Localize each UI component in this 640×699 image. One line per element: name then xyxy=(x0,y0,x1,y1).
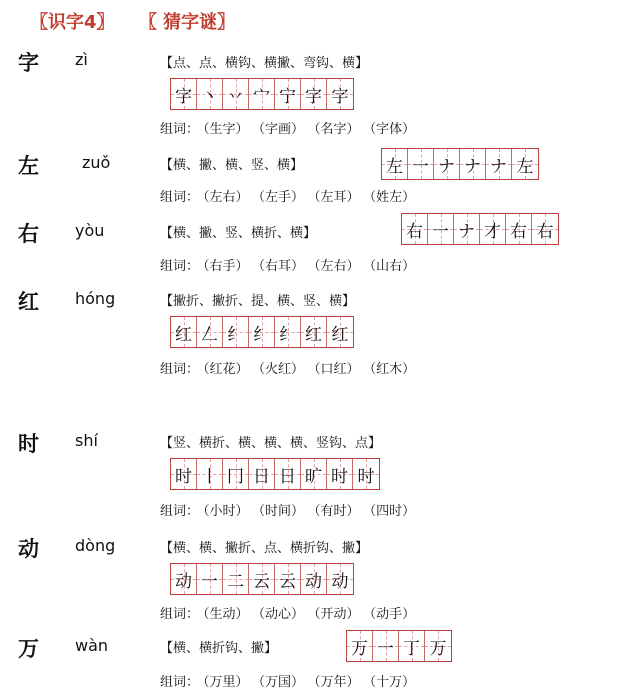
stroke-grid xyxy=(170,78,354,110)
stroke-cell xyxy=(249,79,275,109)
stroke-step: 日 xyxy=(253,466,270,487)
stroke-cell xyxy=(353,459,379,489)
stroke-cell xyxy=(301,317,327,347)
stroke-cell xyxy=(327,564,353,594)
stroke-step: 字 xyxy=(305,86,322,107)
word-item: （生字） xyxy=(203,122,249,137)
word-item: （万里） xyxy=(203,675,249,690)
stroke-grid xyxy=(381,148,539,180)
word-item: （左右） xyxy=(314,259,360,274)
stroke-step: 时 xyxy=(175,466,192,487)
stroke-cell xyxy=(301,564,327,594)
stroke-step: 纟 xyxy=(279,324,296,345)
stroke-step: 丨 xyxy=(201,466,218,487)
stroke-cell xyxy=(249,317,275,347)
stroke-cell xyxy=(327,317,353,347)
stroke-cell xyxy=(532,214,558,244)
stroke-order: 【竖、横折、横、横、横、竖钩、点】 xyxy=(160,436,382,451)
word-item: （开动） xyxy=(314,607,360,622)
pinyin: hóng xyxy=(75,289,116,308)
stroke-cell xyxy=(425,631,451,661)
character-5: 时 xyxy=(18,432,39,456)
stroke-order: 【撇折、撇折、提、横、竖、横】 xyxy=(160,294,356,309)
stroke-step: 云 xyxy=(253,571,270,592)
stroke-step: 旷 xyxy=(305,466,322,487)
stroke-step: 一 xyxy=(432,221,449,242)
pinyin: zì xyxy=(75,50,88,69)
pinyin: yòu xyxy=(75,221,105,240)
stroke-cell xyxy=(460,149,486,179)
stroke-step: 右 xyxy=(406,221,423,242)
pinyin: shí xyxy=(75,431,98,450)
character-3: 右 xyxy=(18,222,39,246)
stroke-cell xyxy=(249,564,275,594)
stroke-cell xyxy=(402,214,428,244)
stroke-step: 一 xyxy=(201,571,218,592)
stroke-step: 红 xyxy=(175,324,192,345)
word-examples xyxy=(160,358,425,377)
stroke-cell xyxy=(512,149,538,179)
stroke-step: 冂 xyxy=(227,466,244,487)
word-item: （红木） xyxy=(369,362,416,377)
stroke-grid xyxy=(170,563,354,595)
stroke-cell xyxy=(275,79,301,109)
stroke-step: 一 xyxy=(412,156,429,177)
word-item: （左右） xyxy=(203,190,249,205)
word-item: （右耳） xyxy=(258,259,305,274)
stroke-step: 动 xyxy=(331,571,349,592)
stroke-step: 右 xyxy=(510,221,527,242)
stroke-step: 左 xyxy=(386,156,403,177)
stroke-step: 二 xyxy=(227,571,244,592)
stroke-step: ナ xyxy=(438,156,455,177)
words-label: 组词： xyxy=(160,362,200,377)
word-item: （小时） xyxy=(203,504,249,519)
stroke-step: 右 xyxy=(536,221,554,242)
stroke-step: 万 xyxy=(429,638,447,659)
stroke-step: 𠃋 xyxy=(201,324,218,345)
stroke-step: 丁 xyxy=(403,638,420,659)
stroke-cell xyxy=(171,317,197,347)
stroke-cell xyxy=(223,459,249,489)
stroke-cell xyxy=(197,317,223,347)
stroke-step: 一 xyxy=(377,638,394,659)
word-item: （四时） xyxy=(369,504,416,519)
stroke-cell xyxy=(434,149,460,179)
word-item: （姓左） xyxy=(369,190,416,205)
word-examples xyxy=(160,603,425,622)
stroke-step: 宀 xyxy=(253,86,270,107)
words-label: 组词： xyxy=(160,675,200,690)
pinyin: wàn xyxy=(75,636,109,655)
word-item: （万国） xyxy=(258,675,305,690)
stroke-step: 才 xyxy=(484,221,501,242)
stroke-cell xyxy=(197,79,223,109)
stroke-step: 动 xyxy=(305,571,322,592)
stroke-cell xyxy=(506,214,532,244)
word-item: （左耳） xyxy=(314,190,360,205)
word-item: （有时） xyxy=(314,504,360,519)
word-examples xyxy=(160,186,425,205)
stroke-cell xyxy=(347,631,373,661)
word-item: （万年） xyxy=(314,675,360,690)
words-label: 组词： xyxy=(160,504,200,519)
stroke-step: 字 xyxy=(331,86,349,107)
stroke-order: 【横、撇、竖、横折、横】 xyxy=(160,226,317,241)
stroke-cell xyxy=(454,214,480,244)
word-item: （动手） xyxy=(369,607,416,622)
stroke-step: ナ xyxy=(458,221,475,242)
word-examples xyxy=(160,255,425,274)
stroke-step: 左 xyxy=(516,156,534,177)
stroke-cell xyxy=(171,459,197,489)
stroke-cell xyxy=(275,564,301,594)
stroke-order: 【点、点、横钩、横撇、弯钩、横】 xyxy=(160,56,369,71)
stroke-step: 字 xyxy=(175,86,192,107)
stroke-cell xyxy=(223,317,249,347)
word-item: （右手） xyxy=(203,259,249,274)
stroke-step: ナ xyxy=(464,156,481,177)
stroke-grid xyxy=(170,458,380,490)
stroke-cell xyxy=(327,79,353,109)
character-6: 动 xyxy=(18,537,39,561)
stroke-cell xyxy=(301,459,327,489)
stroke-cell xyxy=(275,317,301,347)
stroke-grid xyxy=(346,630,452,662)
stroke-step: 宁 xyxy=(279,86,296,107)
stroke-order: 【横、撇、横、竖、横】 xyxy=(160,158,304,173)
stroke-cell xyxy=(382,149,408,179)
word-item: （名字） xyxy=(314,122,360,137)
stroke-cell xyxy=(301,79,327,109)
character-4: 红 xyxy=(18,290,39,314)
words-label: 组词： xyxy=(160,122,200,137)
pinyin: dòng xyxy=(75,536,116,555)
stroke-cell xyxy=(171,79,197,109)
word-item: （山右） xyxy=(369,259,416,274)
title-lesson: 〖识字4〗 xyxy=(30,12,115,33)
stroke-cell xyxy=(428,214,454,244)
word-item: （火红） xyxy=(258,362,305,377)
stroke-order: 【横、横、撇折、点、横折钩、撇】 xyxy=(160,541,369,556)
word-item: （字体） xyxy=(369,122,416,137)
stroke-step: 万 xyxy=(351,638,368,659)
stroke-step: 丷 xyxy=(227,86,244,107)
stroke-cell xyxy=(373,631,399,661)
stroke-step: 日 xyxy=(279,466,296,487)
page-title xyxy=(30,8,253,34)
words-label: 组词： xyxy=(160,607,200,622)
character-1: 字 xyxy=(18,51,39,75)
stroke-step: ナ xyxy=(490,156,507,177)
stroke-cell xyxy=(486,149,512,179)
word-item: （左手） xyxy=(258,190,305,205)
stroke-step: 时 xyxy=(357,466,375,487)
stroke-cell xyxy=(399,631,425,661)
character-7: 万 xyxy=(18,637,39,661)
stroke-order: 【横、横折钩、撇】 xyxy=(160,641,278,656)
word-item: （红花） xyxy=(203,362,249,377)
stroke-step: 纟 xyxy=(253,324,270,345)
words-label: 组词： xyxy=(160,190,200,205)
word-item: （时间） xyxy=(258,504,305,519)
stroke-step: 云 xyxy=(279,571,296,592)
word-item: （口红） xyxy=(314,362,360,377)
word-examples xyxy=(160,671,425,690)
stroke-cell xyxy=(480,214,506,244)
word-item: （生动） xyxy=(203,607,249,622)
stroke-cell xyxy=(408,149,434,179)
stroke-grid xyxy=(170,316,354,348)
stroke-cell xyxy=(197,459,223,489)
pinyin: zuǒ xyxy=(82,153,111,172)
stroke-step: 时 xyxy=(331,466,348,487)
word-item: （十万） xyxy=(369,675,416,690)
word-item: （动心） xyxy=(258,607,305,622)
word-examples xyxy=(160,118,425,137)
character-2: 左 xyxy=(18,154,39,178)
stroke-step: 红 xyxy=(331,324,349,345)
stroke-cell xyxy=(327,459,353,489)
stroke-cell xyxy=(223,79,249,109)
stroke-step: 红 xyxy=(305,324,322,345)
stroke-cell xyxy=(275,459,301,489)
title-riddle: 〖 猜字谜〗 xyxy=(138,12,236,33)
stroke-cell xyxy=(197,564,223,594)
stroke-grid xyxy=(401,213,559,245)
word-examples xyxy=(160,500,425,519)
stroke-cell xyxy=(171,564,197,594)
stroke-step: 动 xyxy=(175,571,192,592)
stroke-cell xyxy=(223,564,249,594)
stroke-step: 纟 xyxy=(227,324,244,345)
words-label: 组词： xyxy=(160,259,200,274)
stroke-step: 丶 xyxy=(201,86,218,107)
stroke-cell xyxy=(249,459,275,489)
word-item: （字画） xyxy=(258,122,305,137)
